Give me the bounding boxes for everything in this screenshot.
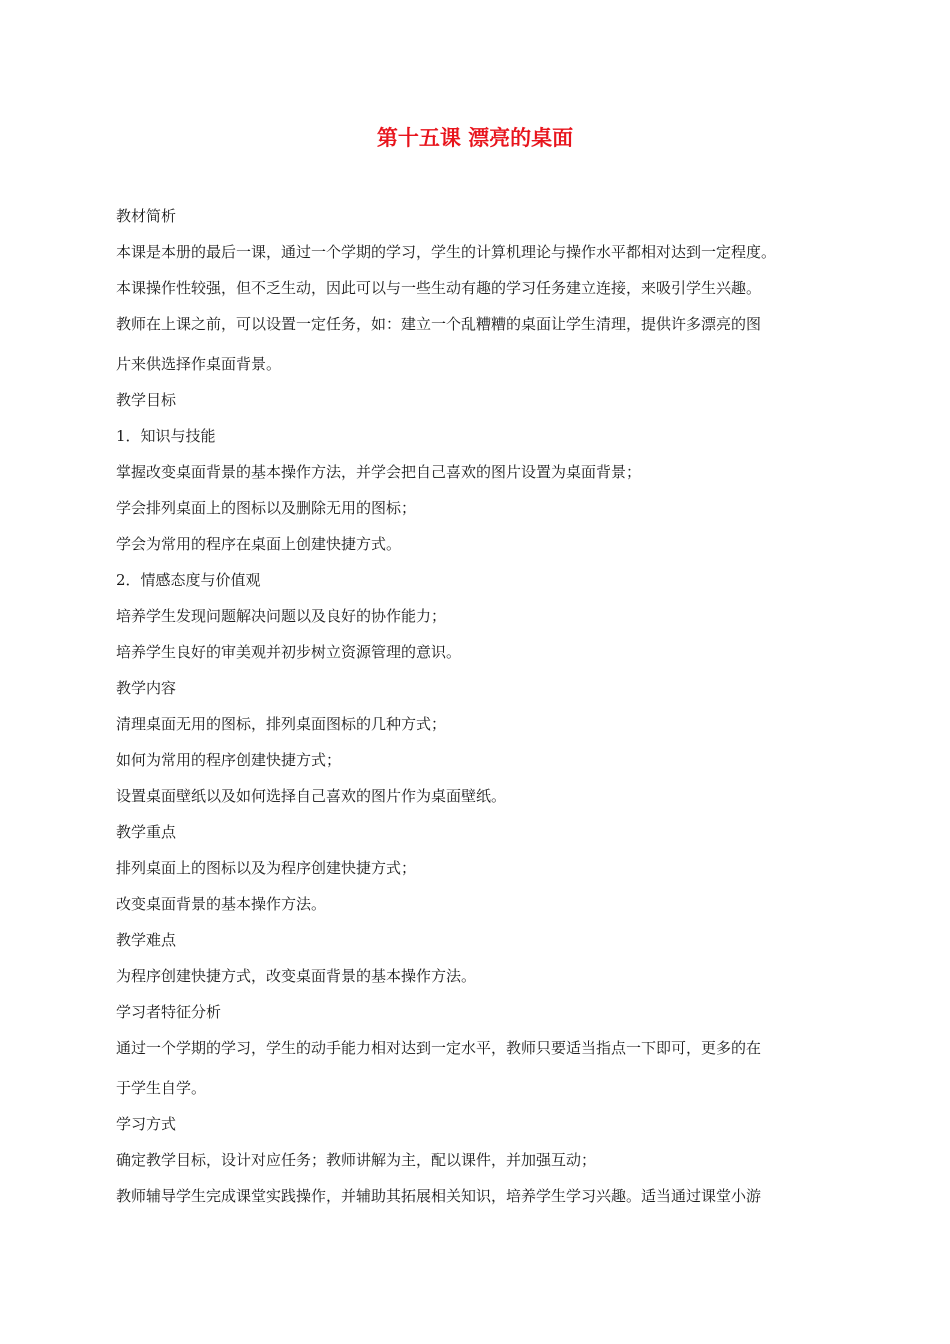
- paragraph-line: 通过一个学期的学习，学生的动手能力相对达到一定水平，教师只要适当指点一下即可，更多的在: [116, 1039, 762, 1057]
- section-heading: 教材简析: [116, 207, 177, 225]
- paragraph-line: 本课是本册的最后一课，通过一个学期的学习，学生的计算机理论与操作水平都相对达到一定程度。: [116, 243, 777, 261]
- paragraph-line: 教师在上课之前，可以设置一定任务，如：建立一个乱糟糟的桌面让学生清理，提供许多漂亮的图: [116, 315, 762, 333]
- subsection-heading: 2．情感态度与价值观: [116, 571, 261, 589]
- paragraph-line: 排列桌面上的图标以及为程序创建快捷方式；: [116, 859, 417, 877]
- paragraph-line: 培养学生良好的审美观并初步树立资源管理的意识。: [116, 643, 462, 661]
- paragraph-line: 如何为常用的程序创建快捷方式；: [116, 751, 342, 769]
- paragraph-line: 培养学生发现问题解决问题以及良好的协作能力；: [116, 607, 447, 625]
- section-heading: 教学目标: [116, 391, 177, 409]
- paragraph-line: 学会为常用的程序在桌面上创建快捷方式。: [116, 535, 402, 553]
- document-body: [116, 198, 856, 1214]
- paragraph-line: 为程序创建快捷方式，改变桌面背景的基本操作方法。: [116, 967, 477, 985]
- subsection-heading: 1．知识与技能: [116, 427, 216, 445]
- section-heading: 教学重点: [116, 823, 177, 841]
- section-heading: 教学内容: [116, 679, 177, 697]
- paragraph-line: 掌握改变桌面背景的基本操作方法，并学会把自己喜欢的图片设置为桌面背景；: [116, 463, 642, 481]
- paragraph-line: 学会排列桌面上的图标以及删除无用的图标；: [116, 499, 417, 517]
- section-heading: 学习方式: [116, 1115, 177, 1133]
- section-heading: 教学难点: [116, 931, 177, 949]
- section-heading: 学习者特征分析: [116, 1003, 222, 1021]
- paragraph-line: 改变桌面背景的基本操作方法。: [116, 895, 327, 913]
- paragraph-line: 片来供选择作桌面背景。: [116, 355, 282, 373]
- paragraph-line: 清理桌面无用的图标，排列桌面图标的几种方式；: [116, 715, 447, 733]
- paragraph-line: 确定教学目标，设计对应任务；教师讲解为主，配以课件，并加强互动；: [116, 1151, 597, 1169]
- lesson-title: 第十五课 漂亮的桌面: [376, 125, 574, 150]
- paragraph-line: 本课操作性较强，但不乏生动，因此可以与一些生动有趣的学习任务建立连接，来吸引学生兴趣。: [116, 279, 762, 297]
- paragraph-line: 教师辅导学生完成课堂实践操作，并辅助其拓展相关知识，培养学生学习兴趣。适当通过课堂小游: [116, 1187, 762, 1205]
- paragraph-line: 于学生自学。: [116, 1079, 207, 1097]
- paragraph-line: 设置桌面壁纸以及如何选择自己喜欢的图片作为桌面壁纸。: [116, 787, 507, 805]
